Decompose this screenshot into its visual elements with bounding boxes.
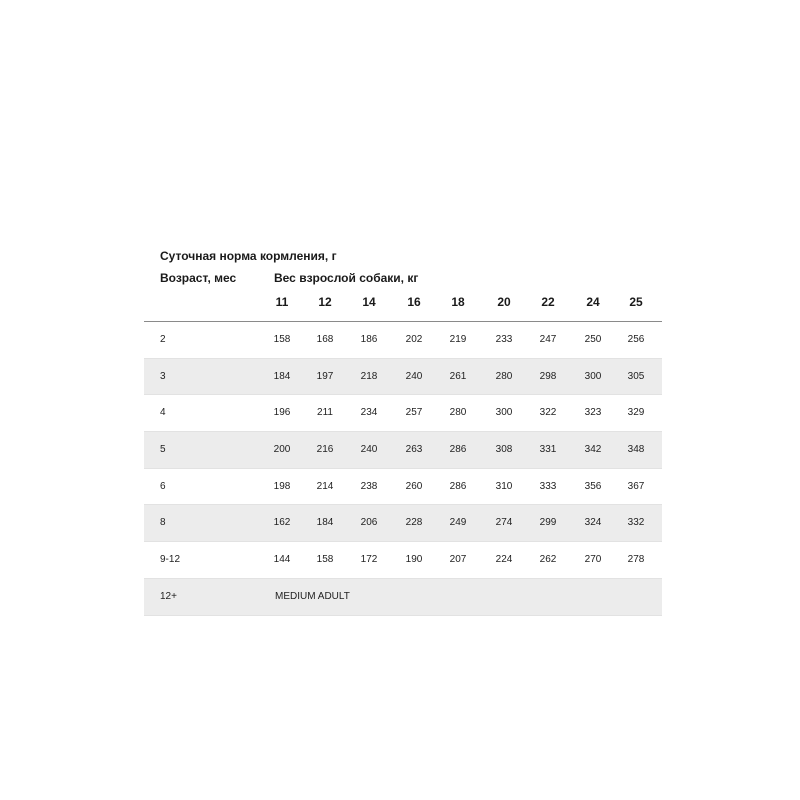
table-cell: 206 <box>360 517 378 529</box>
table-cell: 249 <box>449 517 467 529</box>
table-cell: 300 <box>495 407 513 419</box>
table-cell: 278 <box>627 554 645 566</box>
table-cell: 228 <box>405 517 423 529</box>
table-row <box>144 359 662 396</box>
table-cell: 324 <box>584 517 602 529</box>
table-cell: 367 <box>627 480 645 492</box>
table-cell: 216 <box>316 444 334 456</box>
table-cell: 300 <box>584 370 602 382</box>
table-cell: 240 <box>405 370 423 382</box>
table-cell: 263 <box>405 444 423 456</box>
table-cell: 274 <box>495 517 513 529</box>
table-cell: 186 <box>360 334 378 345</box>
table-row <box>144 395 662 432</box>
table-cell: 224 <box>495 554 513 566</box>
weight-column-4: 18 <box>451 295 465 309</box>
weight-column-2: 14 <box>362 295 376 309</box>
table-cell: 219 <box>449 334 467 345</box>
table-cell: 158 <box>273 334 291 345</box>
row-age: 4 <box>160 407 166 419</box>
table-cell: 168 <box>316 334 334 345</box>
weight-column-3: 16 <box>407 295 421 309</box>
table-cell: 234 <box>360 407 378 419</box>
table-cell: 298 <box>539 370 557 382</box>
row-age: 9-12 <box>160 554 181 566</box>
table-cell: 233 <box>495 334 513 345</box>
feeding-table <box>144 322 662 616</box>
table-cell: 238 <box>360 480 378 492</box>
weight-column-5: 20 <box>497 295 511 309</box>
table-cell: 200 <box>273 444 291 456</box>
table-cell: 310 <box>495 480 513 492</box>
table-cell: 207 <box>449 554 467 566</box>
table-cell: 218 <box>360 370 378 382</box>
table-cell: 348 <box>627 444 645 456</box>
row-age: 8 <box>160 517 166 529</box>
table-cell: 184 <box>273 370 291 382</box>
table-cell: 262 <box>539 554 557 566</box>
table-row <box>144 322 662 359</box>
weight-column-7: 24 <box>586 295 600 309</box>
table-cell: 202 <box>405 334 423 345</box>
table-cell: 256 <box>627 334 645 345</box>
row-age: 5 <box>160 444 166 456</box>
table-cell: 356 <box>584 480 602 492</box>
table-row <box>144 469 662 506</box>
table-cell: 329 <box>627 407 645 419</box>
row-age: 6 <box>160 480 166 492</box>
table-cell: 190 <box>405 554 423 566</box>
table-cell: 286 <box>449 480 467 492</box>
row-age: 12+ <box>160 590 177 602</box>
weight-column-8: 25 <box>629 295 643 309</box>
weight-column-header: Вес взрослой собаки, кг <box>274 271 419 285</box>
row-age: 2 <box>160 334 166 345</box>
table-cell: 323 <box>584 407 602 419</box>
table-cell: 305 <box>627 370 645 382</box>
table-cell: 270 <box>584 554 602 566</box>
table-cell: 322 <box>539 407 557 419</box>
table-cell: 144 <box>273 554 291 566</box>
table-cell: 280 <box>495 370 513 382</box>
table-row <box>144 542 662 579</box>
table-cell: 214 <box>316 480 334 492</box>
adult-product-note: MEDIUM ADULT <box>275 590 350 602</box>
table-cell: 257 <box>405 407 423 419</box>
table-cell: 198 <box>273 480 291 492</box>
table-cell: 196 <box>273 407 291 419</box>
table-cell: 211 <box>317 407 333 419</box>
weight-columns <box>0 295 800 311</box>
table-cell: 342 <box>584 444 602 456</box>
row-age: 3 <box>160 370 166 382</box>
table-cell: 158 <box>316 554 334 566</box>
weight-column-1: 12 <box>318 295 332 309</box>
age-column-header: Возраст, мес <box>160 271 237 285</box>
table-cell: 331 <box>539 444 557 456</box>
weight-column-0: 11 <box>275 295 289 309</box>
table-cell: 332 <box>627 517 645 529</box>
table-cell: 333 <box>539 480 557 492</box>
table-cell: 308 <box>495 444 513 456</box>
table-row-adult <box>144 579 662 616</box>
table-row <box>144 432 662 469</box>
table-cell: 261 <box>449 370 467 382</box>
table-cell: 240 <box>360 444 378 456</box>
table-row <box>144 505 662 542</box>
table-cell: 184 <box>316 517 334 529</box>
table-cell: 247 <box>539 334 557 345</box>
table-title: Суточная норма кормления, г <box>160 249 337 263</box>
table-cell: 172 <box>360 554 378 566</box>
table-cell: 197 <box>316 370 334 382</box>
table-cell: 280 <box>449 407 467 419</box>
table-cell: 260 <box>405 480 423 492</box>
table-cell: 299 <box>539 517 557 529</box>
table-cell: 250 <box>584 334 602 345</box>
table-cell: 162 <box>273 517 291 529</box>
table-cell: 286 <box>449 444 467 456</box>
weight-column-6: 22 <box>541 295 555 309</box>
